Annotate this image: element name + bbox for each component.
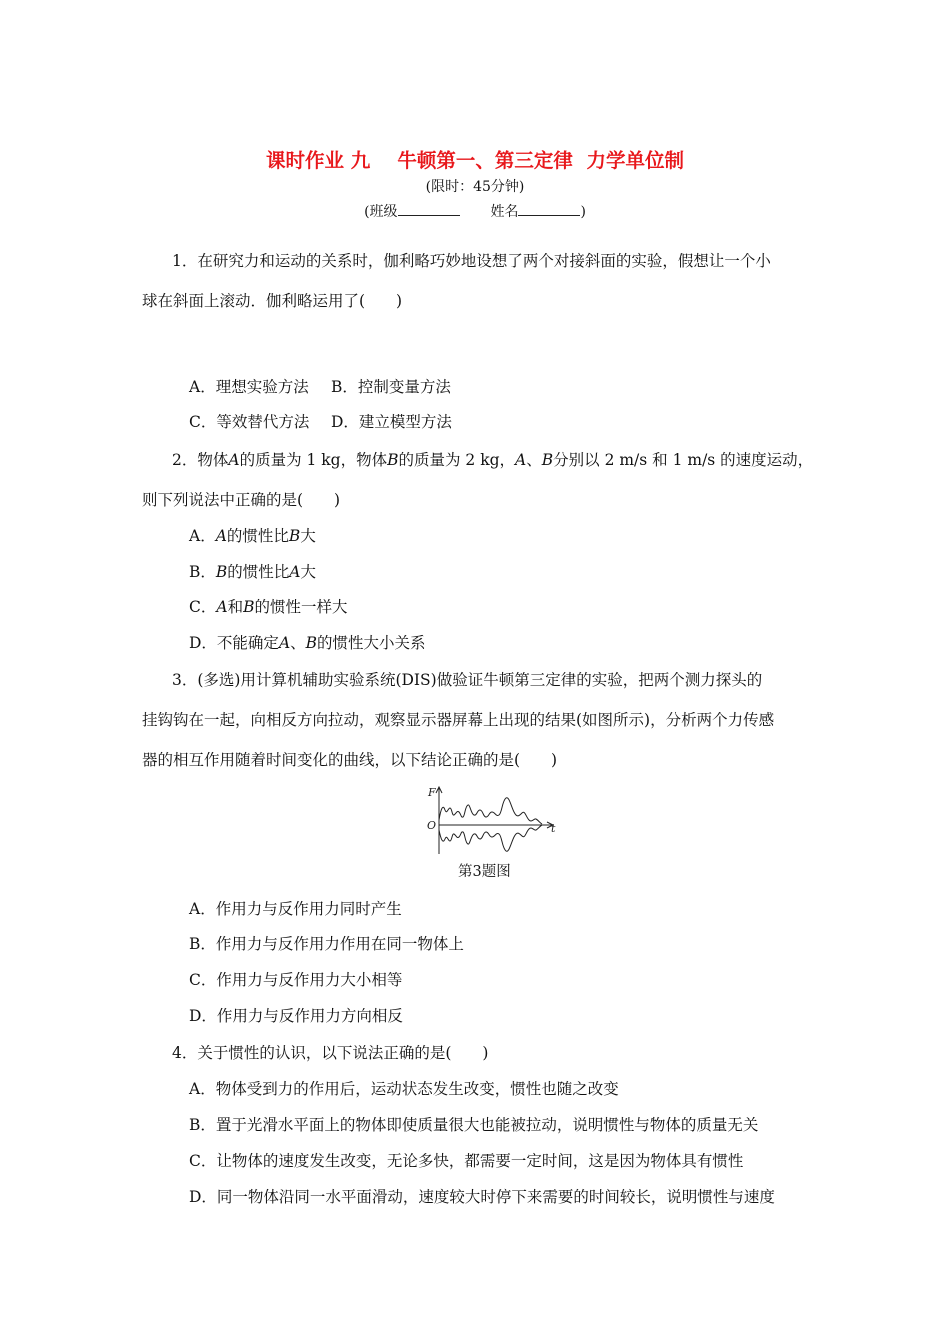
q2-text: 的质量为 2 kg，: [398, 451, 516, 469]
q3-option-b: B．作用力与反作用力作用在同一物体上: [189, 935, 464, 953]
var-b: B: [387, 451, 399, 469]
close-paren: ): [580, 204, 586, 220]
class-blank: [398, 201, 460, 216]
y-axis-label: F: [428, 786, 436, 799]
q2-text: 2．物体: [172, 451, 229, 469]
q2-text: 分别以 2 m/s 和 1 m/s 的速度运动，: [553, 451, 814, 469]
q4-stem-line1: 4．关于惯性的认识，以下说法正确的是( ): [172, 1044, 489, 1062]
time-limit: (限时：45分钟): [425, 179, 525, 195]
q3-option-c: C．作用力与反作用力大小相等: [189, 971, 403, 989]
class-label: (班级: [364, 204, 398, 220]
q2-option-a: A．A的惯性比B大: [189, 527, 316, 545]
q4-option-b: B．置于光滑水平面上的物体即使质量很大也能被拉动，说明惯性与物体的质量无关: [189, 1116, 759, 1134]
var-a: A: [228, 451, 240, 469]
force-curve-lower: [439, 825, 542, 851]
force-curve-upper: [439, 798, 542, 824]
q2-option-d: D．不能确定A、B的惯性大小关系: [189, 634, 426, 652]
x-axis-label: t: [551, 822, 556, 835]
q3-stem-line1: 3．(多选)用计算机辅助实验系统(DIS)做验证牛顿第三定律的实验，把两个测力探头的: [172, 671, 763, 689]
name-blank: [518, 201, 580, 216]
q1-stem-line1: 1．在研究力和运动的关系时，伽利略巧妙地设想了两个对接斜面的实验，假想让一个小: [172, 252, 771, 270]
q3-option-d: D．作用力与反作用力方向相反: [189, 1007, 403, 1025]
q2-option-c: C．A和B的惯性一样大: [189, 598, 348, 616]
q3-stem-line2: 挂钩钩在一起，向相反方向拉动，观察显示器屏幕上出现的结果(如图所示)，分析两个力传感: [142, 711, 775, 729]
var-a: A: [515, 451, 527, 469]
q2-option-b: B．B的惯性比A大: [189, 563, 317, 581]
page-title: 课时作业 九 牛顿第一、第三定律 力学单位制: [265, 149, 685, 172]
q4-option-d: D．同一物体沿同一水平面滑动，速度较大时停下来需要的时间较长，说明惯性与速度: [189, 1188, 775, 1206]
q1-option-b: B．控制变量方法: [331, 378, 451, 396]
name-label: 姓名: [490, 204, 519, 220]
q1-option-c: C．等效替代方法: [189, 413, 310, 431]
q2-text: 、: [526, 451, 542, 469]
q4-option-a: A．物体受到力的作用后，运动状态发生改变，惯性也随之改变: [189, 1080, 619, 1098]
origin-label: O: [427, 819, 437, 832]
q3-stem-line3: 器的相互作用随着时间变化的曲线，以下结论正确的是( ): [142, 751, 558, 769]
figure-caption: 第3题图: [458, 864, 511, 880]
student-info-line: [0, 201, 950, 222]
q2-text: 的质量为 1 kg，物体: [239, 451, 388, 469]
q1-stem-line2: 球在斜面上滚动．伽利略运用了( ): [142, 292, 403, 310]
var-b: B: [541, 451, 554, 469]
force-time-graph: [424, 784, 560, 856]
q2-stem-line1: [172, 450, 813, 470]
q2-stem-line2: 则下列说法中正确的是( ): [142, 491, 341, 509]
q4-option-c: C．让物体的速度发生改变，无论多快，都需要一定时间，这是因为物体具有惯性: [189, 1152, 744, 1170]
q1-option-a: A．理想实验方法: [189, 378, 309, 396]
q3-option-a: A．作用力与反作用力同时产生: [189, 900, 402, 918]
q1-option-d: D．建立模型方法: [331, 413, 452, 431]
